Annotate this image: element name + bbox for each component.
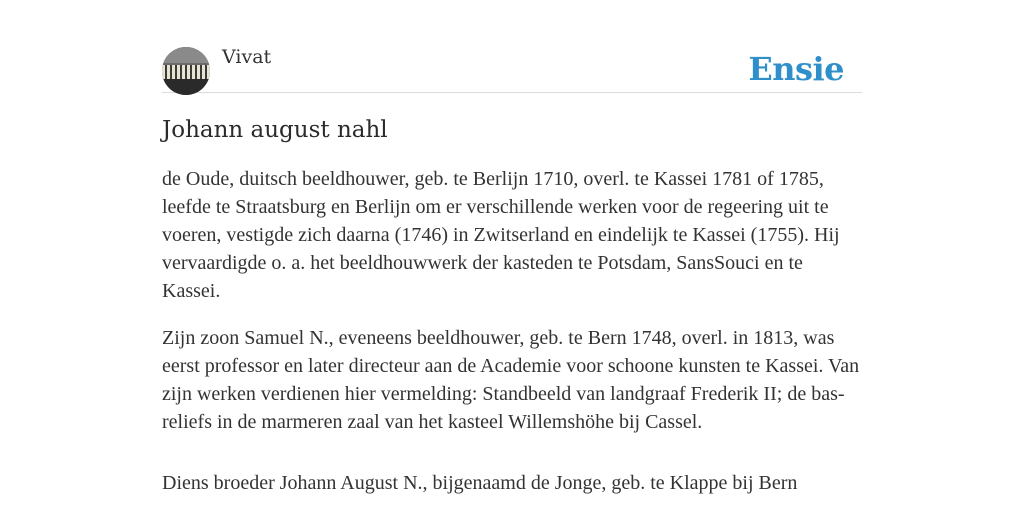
paragraph: Zijn zoon Samuel N., eveneens beeldhouwer, geb. te Bern 1748, overl. in 1813, was eerst professor en later directeur aan de Academie voor schoone kunsten te Kassei. Van zijn werken verdienen hier vermelding: Standbeeld van landgraaf Frederik II; de bas-reliefs in de marmeren zaal van het kasteel Willemshöhe bij Cassel. xyxy=(162,327,860,433)
paragraph: de Oude, duitsch beeldhouwer, geb. te Berlijn 1710, overl. te Kassei 1781 of 1785, leefde te Straatsburg en Berlijn om er verschillende werken voor de regeering uit te voeren, vestigde zich daarna (1746) in Zwitserland en eindelijk te Kassei (1755). Hij vervaardigde o. a. het beeldhouwwerk der kasteden te Potsdam, SansSouci en te Kassei. xyxy=(162,168,840,302)
page-title: Johann august nahl xyxy=(162,117,388,143)
avatar[interactable] xyxy=(162,47,210,95)
header xyxy=(162,0,862,93)
article-body xyxy=(162,165,862,497)
avatar-image-icon xyxy=(162,47,210,95)
paragraph: Diens broeder Johann August N., bijgenaamd de Jonge, geb. te Klappe bij Bern xyxy=(162,472,798,494)
brand-logo[interactable]: Ensie xyxy=(748,50,844,88)
user-name[interactable]: Vivat xyxy=(222,46,272,68)
page-container xyxy=(162,0,862,497)
